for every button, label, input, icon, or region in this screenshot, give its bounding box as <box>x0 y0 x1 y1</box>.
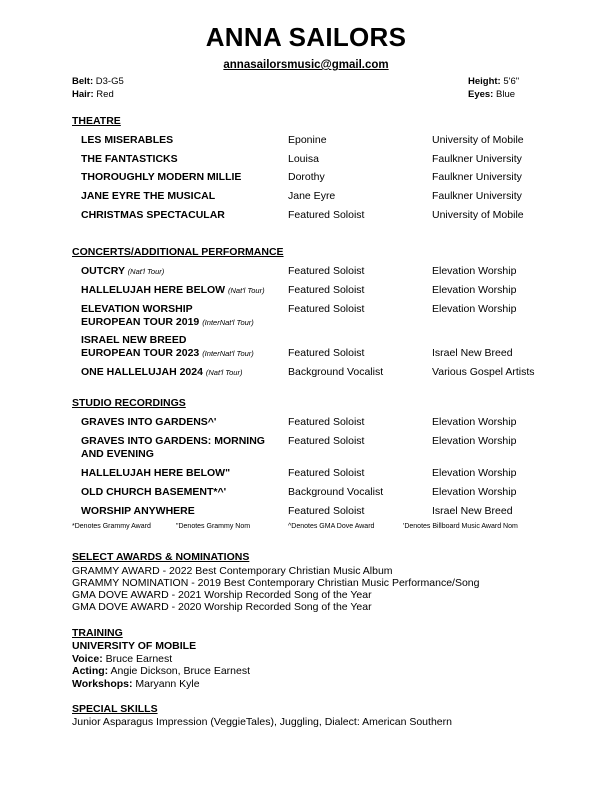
training-acting: Acting: Angie Dickson, Bruce Earnest <box>72 665 250 677</box>
grammy-award-note: *Denotes Grammy Award <box>72 523 151 530</box>
grammy-nom-note: "Denotes Grammy Nom <box>176 523 251 530</box>
award-item: GRAMMY NOMINATION - 2019 Best Contemporary Christian Music Performance/Song <box>72 577 480 589</box>
hair-stat: Hair: Red <box>72 89 114 100</box>
award-item: GRAMMY AWARD - 2022 Best Contemporary Christian Music Album <box>72 565 393 577</box>
award-item: GMA DOVE AWARD - 2021 Worship Recorded Song of the Year <box>72 589 372 601</box>
training-workshops: Workshops: Maryann Kyle <box>72 678 200 690</box>
theatre-heading: THEATRE <box>72 115 121 127</box>
award-item: GMA DOVE AWARD - 2020 Worship Recorded Song of the Year <box>72 601 372 613</box>
height-stat: Height: 5'6" <box>468 76 520 87</box>
dove-award-note: ^Denotes GMA Dove Award <box>288 523 375 530</box>
training-heading: TRAINING <box>72 627 123 639</box>
billboard-nom-note: 'Denotes Billboard Music Award Nom <box>403 523 518 530</box>
skills-text: Junior Asparagus Impression (VeggieTales), Juggling, Dialect: American Southern <box>72 716 452 728</box>
performer-name: ANNA SAILORS <box>205 22 407 52</box>
eyes-stat: Eyes: Blue <box>468 89 516 100</box>
training-voice: Voice: Bruce Earnest <box>72 653 173 665</box>
training-school: UNIVERSITY OF MOBILE <box>72 640 197 652</box>
concerts-heading: CONCERTS/ADDITIONAL PERFORMANCE <box>72 246 284 258</box>
email-link[interactable]: annasailorsmusic@gmail.com <box>223 59 389 71</box>
studio-heading: STUDIO RECORDINGS <box>72 397 186 409</box>
belt-stat: Belt: D3-G5 <box>72 76 124 87</box>
awards-heading: SELECT AWARDS & NOMINATIONS <box>72 551 250 563</box>
resume-page: ANNA SAILORS annasailorsmusic@gmail.com Belt: D3-G5 Hair: Red Height: 5'6" Eyes: Blue THEATRE LES MISERABLES Eponine University of Mobile THE FANTASTICKS Louisa Faulkner University THOROUGHLY MODERN MILLIE Dorothy Faulkner University JANE EYRE THE MUSICAL Jane Eyre Faulkner University CHRISTMAS SPECTACULAR Featured Soloist University of Mobile CONCERTS/ADDITIONAL PERFORMANCE OUTCRY (Nat'l Tour) Featured Soloist Elevation Worship HALLELUJAH HERE BELOW (Nat'l Tour) Featured Soloist Elevation Worship ELEVATION WORSHIP EUROPEAN TOUR 2019 (InterNat'l Tour) Featured Soloist Elevation Worship ISRAEL NEW BREED EUROPEAN TOUR 2023 (InterNat'l Tour) Featured Soloist Israel New Breed ONE HALLELUJAH 2024 (Nat'l Tour) Background Vocalist Various Gospel Artists STUDIO RECORDINGS GRAVES INTO GARDENS^' Featured Soloist Elevation Worship GRAVES INTO GARDENS: MORNING AND EVENING Featured Soloist Elevation Worship HALLELUJAH HERE BELOW" Featured Soloist Elevation Worship OLD CHURCH BASEMENT*^' Background Vocalist Elevation Worship WORSHIP ANYWHERE Featured Soloist Israel New Breed *Denotes Grammy Award "Denotes Grammy Nom ^Denotes GMA Dove Award 'Denotes Billboard Music Award Nom SELECT AWARDS & NOMINATIONS GRAMMY AWARD - 2022 Best Contemporary Christian Music Album GRAMMY NOMINATION - 2019 Best Contemporary Christian Music Performance/Song GMA DOVE AWARD - 2021 Worship Recorded Song of the Year GMA DOVE AWARD - 2020 Worship Recorded Song of the Year TRAINING UNIVERSITY OF MOBILE Voice: Bruce Earnest Acting: Angie Dickson, Bruce Earnest Workshops: Maryann Kyle SPECIAL SKILLS Junior Asparagus Impression (VeggieTales), Juggling, Dialect: American Southern <box>0 0 612 792</box>
skills-heading: SPECIAL SKILLS <box>72 703 158 715</box>
